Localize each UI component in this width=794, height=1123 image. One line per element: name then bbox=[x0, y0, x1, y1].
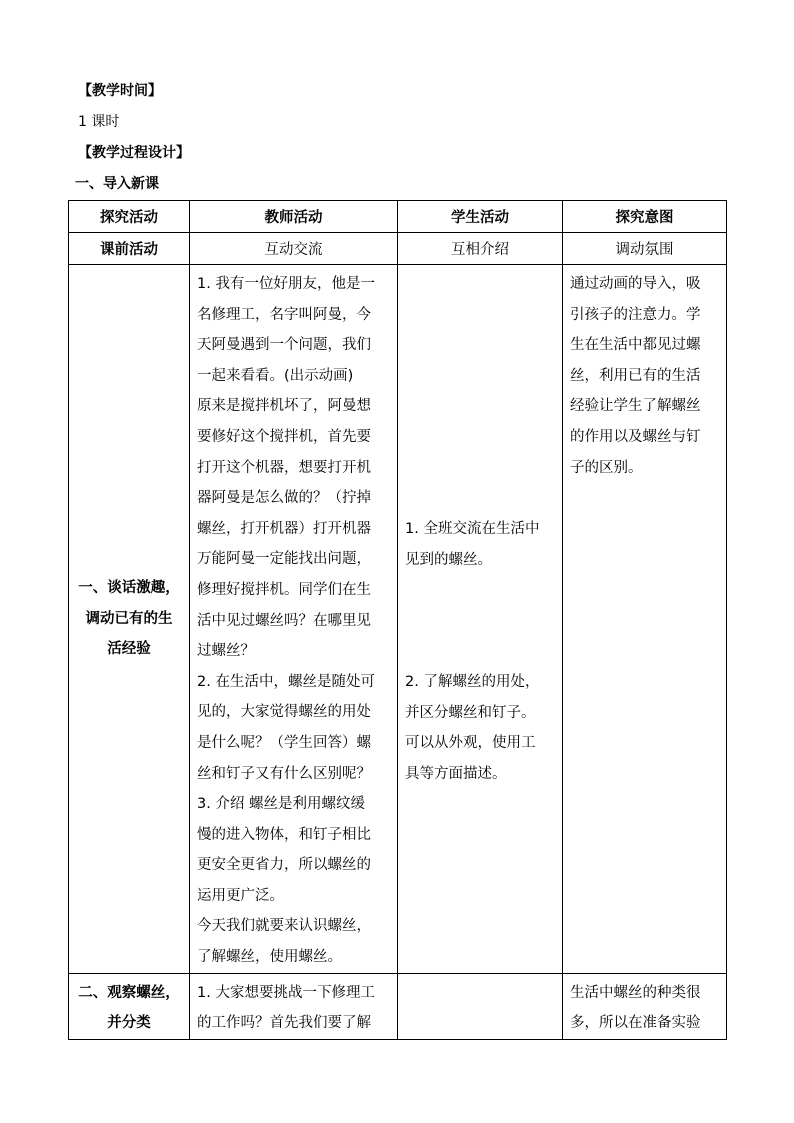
student-line: 2. 了解螺丝的用处， bbox=[405, 674, 540, 691]
intent-line: 引孩子的注意力。学 bbox=[570, 306, 701, 323]
teacher-line: 天阿曼遇到一个问题，我们 bbox=[197, 337, 371, 354]
teacher-line: 了解螺丝，使用螺丝。 bbox=[197, 949, 342, 966]
phase-2-teacher-activity bbox=[190, 973, 398, 1039]
pre-class-student: 互相介绍 bbox=[398, 233, 563, 265]
header-inquiry-activity: 探究活动 bbox=[69, 201, 190, 233]
heading-teaching-process: 【教学过程设计】 bbox=[78, 145, 190, 161]
pre-class-intent: 调动氛围 bbox=[563, 233, 727, 265]
intent-line: 子的区别。 bbox=[570, 459, 643, 476]
intent-line: 的作用以及螺丝与钉 bbox=[570, 428, 701, 445]
teacher-line: 万能阿曼一定能找出问题， bbox=[197, 551, 371, 568]
teacher-line: 2. 在生活中，螺丝是随处可 bbox=[197, 673, 375, 690]
header-student-activity: 学生活动 bbox=[398, 201, 563, 233]
student-line: 可以从外观，使用工 bbox=[405, 735, 536, 752]
phase-1-label-line: 活经验 bbox=[107, 641, 151, 658]
phase-2-label-line: 二、观察螺丝， bbox=[78, 984, 180, 1001]
student-spacer-top bbox=[405, 269, 556, 514]
intent-line: 多，所以在准备实验 bbox=[570, 1015, 701, 1032]
teacher-line: 丝和钉子又有什么区别呢？ bbox=[197, 765, 371, 782]
phase-2-intent bbox=[563, 973, 727, 1039]
section-title-intro: 一、导入新课 bbox=[75, 176, 159, 192]
phase-1-label-line: 调动已有的生 bbox=[85, 610, 173, 627]
phase-1-student-activity bbox=[398, 265, 563, 974]
table-row-phase-2 bbox=[69, 973, 727, 1039]
student-line: 并区分螺丝和钉子。 bbox=[405, 704, 536, 721]
teacher-line: 1. 大家想要挑战一下修理工 bbox=[197, 984, 375, 1001]
phase-1-label bbox=[69, 265, 190, 974]
phase-1-teacher-activity bbox=[190, 265, 398, 974]
teacher-line: 打开这个机器，想要打开机 bbox=[197, 459, 371, 476]
teacher-line: 见的，大家觉得螺丝的用处 bbox=[197, 704, 371, 721]
teacher-line: 修理好搅拌机。同学们在生 bbox=[197, 581, 371, 598]
student-line: 具等方面描述。 bbox=[405, 765, 507, 782]
teacher-line: 今天我们就要来认识螺丝， bbox=[197, 918, 371, 935]
lesson-plan-table bbox=[68, 200, 727, 1040]
phase-1-label-line: 一、谈话激趣， bbox=[78, 579, 180, 596]
header-inquiry-intent: 探究意图 bbox=[563, 201, 727, 233]
phase-2-student-activity bbox=[398, 973, 563, 1039]
student-line: 见到的螺丝。 bbox=[405, 551, 492, 568]
table-row-pre-class bbox=[69, 233, 727, 265]
student-line: 1. 全班交流在生活中 bbox=[405, 521, 540, 537]
teacher-line: 的工作吗？首先我们要了解 bbox=[197, 1015, 371, 1032]
teacher-line: 要修好这个搅拌机，首先要 bbox=[197, 428, 371, 445]
teacher-line: 更安全更省力，所以螺丝的 bbox=[197, 857, 371, 874]
teacher-line: 原来是搅拌机坏了，阿曼想 bbox=[197, 398, 371, 415]
teacher-line: 是什么呢？（学生回答）螺 bbox=[197, 734, 371, 751]
intent-line: 生活中螺丝的种类很 bbox=[570, 984, 701, 1001]
header-teacher-activity: 教师活动 bbox=[190, 201, 398, 233]
pre-class-teacher: 互动交流 bbox=[190, 233, 398, 265]
teacher-line: 一起来看看。(出示动画) bbox=[197, 367, 354, 384]
phase-2-label bbox=[69, 973, 190, 1039]
teacher-line: 活中见过螺丝吗？在哪里见 bbox=[197, 612, 371, 629]
table-row-phase-1 bbox=[69, 265, 727, 974]
intent-line: 经验让学生了解螺丝 bbox=[570, 398, 701, 415]
intent-line: 丝，利用已有的生活 bbox=[570, 367, 701, 384]
teacher-line: 螺丝，打开机器）打开机器 bbox=[197, 520, 371, 537]
table-header-row bbox=[69, 201, 727, 233]
lesson-time-text: 1 课时 bbox=[78, 114, 120, 130]
teacher-line: 1. 我有一位好朋友，他是一 bbox=[197, 276, 375, 292]
teacher-line: 器阿曼是怎么做的？（拧掉 bbox=[197, 490, 371, 507]
pre-class-label: 课前活动 bbox=[69, 233, 190, 265]
teacher-line: 3. 介绍 螺丝是利用螺纹缓 bbox=[197, 796, 366, 813]
heading-teaching-time: 【教学时间】 bbox=[78, 83, 162, 99]
intent-line: 生在生活中都见过螺 bbox=[570, 337, 701, 354]
teacher-line: 慢的进入物体，和钉子相比 bbox=[197, 826, 371, 843]
teacher-line: 过螺丝？ bbox=[197, 643, 255, 660]
phase-2-label-line: 并分类 bbox=[107, 1015, 151, 1032]
teacher-line: 名修理工，名字叫阿曼，今 bbox=[197, 306, 371, 323]
student-spacer-mid bbox=[405, 575, 556, 667]
intent-line: 通过动画的导入，吸 bbox=[570, 276, 701, 292]
teacher-line: 运用更广泛。 bbox=[197, 887, 284, 904]
phase-1-intent bbox=[563, 265, 727, 974]
